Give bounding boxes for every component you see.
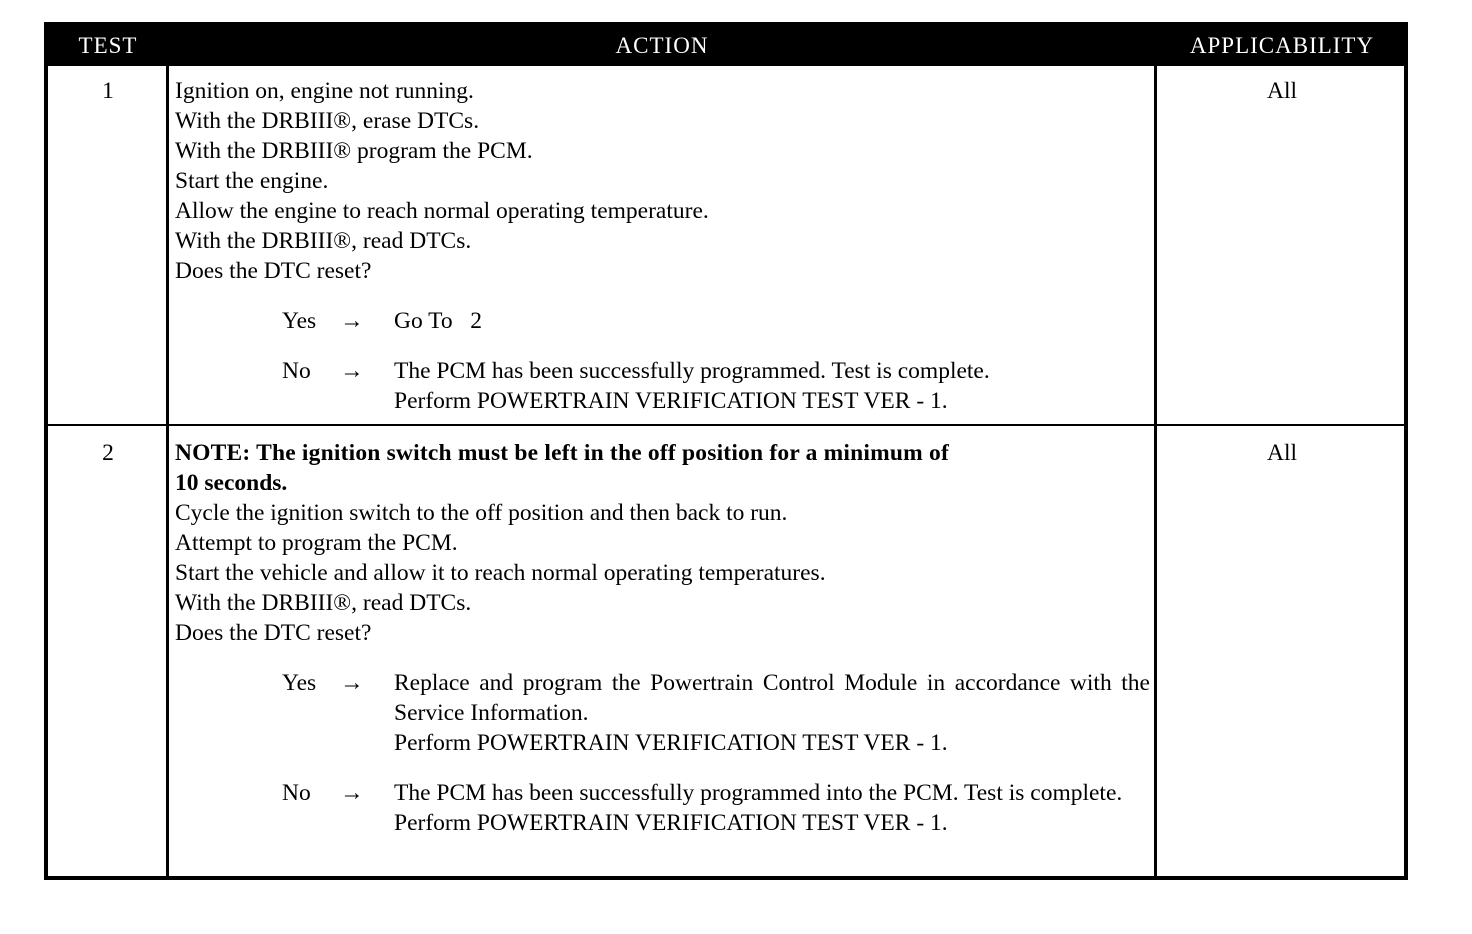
right-arrow-icon: → xyxy=(340,308,364,334)
action-line: With the DRBIII®, read DTCs. xyxy=(175,590,472,616)
note-line: NOTE: The ignition switch must be left in the off position for a minimum of xyxy=(175,440,949,466)
action-line: Does the DTC reset? xyxy=(175,258,372,284)
header-test: TEST xyxy=(78,33,138,58)
header-applicability: APPLICABILITY xyxy=(1189,33,1375,58)
yes-text: Go To 2 xyxy=(394,308,483,334)
result-no xyxy=(282,356,1150,416)
right-arrow-icon: → xyxy=(340,670,364,696)
yes-label: Yes xyxy=(282,308,317,334)
no-text xyxy=(394,778,1150,838)
test-number-2: 2 xyxy=(102,440,114,466)
yes-text xyxy=(394,668,1150,758)
action-line: Cycle the ignition switch to the off position and then back to run. xyxy=(175,500,788,526)
action-line: With the DRBIII®, read DTCs. xyxy=(175,228,472,254)
no-text-line: The PCM has been successfully programmed into the PCM. Test is complete. xyxy=(394,780,1123,806)
action-line: Attempt to program the PCM. xyxy=(175,530,458,556)
right-arrow-icon: → xyxy=(340,780,364,806)
no-text-line: Perform POWERTRAIN VERIFICATION TEST VER - 1. xyxy=(394,388,948,414)
column-divider xyxy=(1154,66,1157,876)
table-header xyxy=(48,26,1404,66)
action-cell-2 xyxy=(175,438,1150,838)
yes-text-line: Replace and program the Powertrain Control Module in accordance with the Service Information. xyxy=(394,670,1150,726)
action-line: Start the vehicle and allow it to reach normal operating temperatures. xyxy=(175,560,826,586)
no-text xyxy=(394,356,1150,416)
test-number-1: 1 xyxy=(102,78,114,104)
action-line: Does the DTC reset? xyxy=(175,620,372,646)
note-line: 10 seconds. xyxy=(175,470,288,496)
yes-label: Yes xyxy=(282,670,317,696)
no-text-line: Perform POWERTRAIN VERIFICATION TEST VER - 1. xyxy=(394,810,948,836)
diagnostic-test-table xyxy=(44,22,1408,880)
column-divider xyxy=(166,66,169,876)
action-cell-1 xyxy=(175,76,1150,416)
action-line: Ignition on, engine not running. xyxy=(175,78,474,104)
action-line: With the DRBIII® program the PCM. xyxy=(175,138,533,164)
action-line: With the DRBIII®, erase DTCs. xyxy=(175,108,480,134)
header-action: ACTION xyxy=(615,33,709,58)
yes-text-line: Perform POWERTRAIN VERIFICATION TEST VER - 1. xyxy=(394,730,948,756)
result-yes xyxy=(282,668,1150,758)
result-yes xyxy=(282,306,1150,336)
row-divider xyxy=(48,424,1404,426)
no-label: No xyxy=(282,358,311,384)
applicability-1: All xyxy=(1266,78,1298,104)
applicability-2: All xyxy=(1266,440,1298,466)
action-line: Start the engine. xyxy=(175,168,329,194)
result-no xyxy=(282,778,1150,838)
no-label: No xyxy=(282,780,311,806)
right-arrow-icon: → xyxy=(340,358,364,384)
action-line: Allow the engine to reach normal operating temperature. xyxy=(175,198,709,224)
no-text-line: The PCM has been successfully programmed. Test is complete. xyxy=(394,358,990,384)
